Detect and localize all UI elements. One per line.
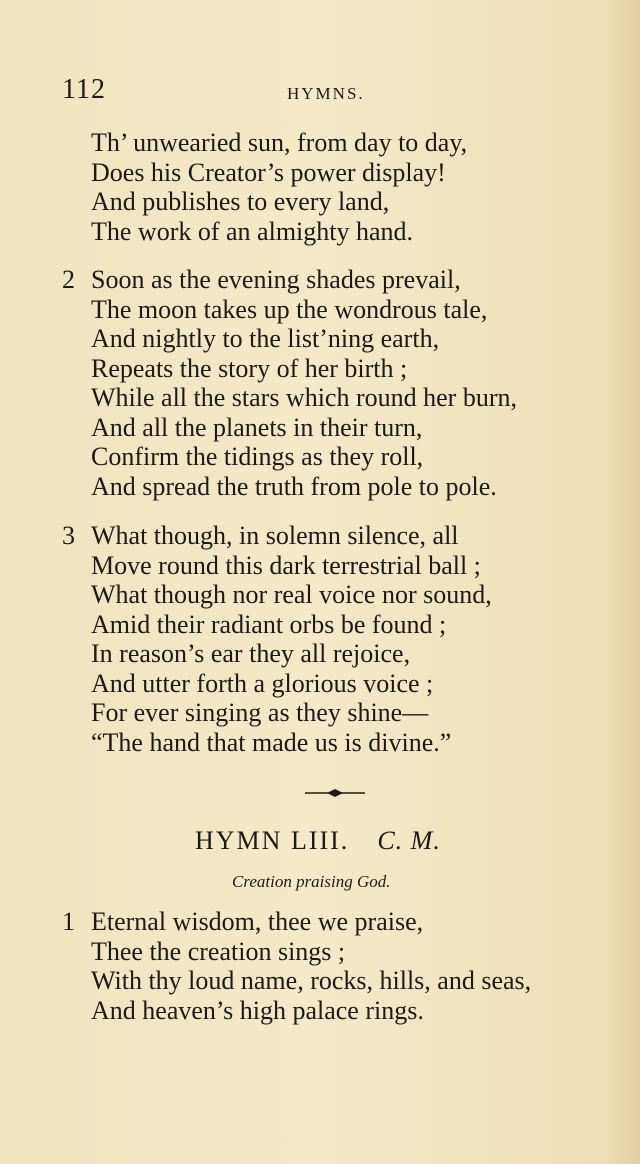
stanza-number: 2 — [62, 265, 75, 294]
verse-line: 1 Eternal wisdom, thee we praise, — [62, 907, 424, 936]
verse-line: Confirm the tidings as they roll, — [91, 442, 424, 471]
verse-line: The work of an almighty hand. — [91, 216, 414, 246]
verse-line: For ever singing as they shine— — [91, 698, 429, 727]
verse-line: With thy loud name, rocks, hills, and seas, — [91, 966, 532, 995]
stanza-number: 1 — [62, 907, 75, 936]
verse-line: And utter forth a glorious voice ; — [91, 668, 434, 698]
running-head: HYMNS. — [287, 84, 365, 103]
stanza-3 — [62, 521, 622, 757]
stanza-2 — [62, 265, 622, 501]
verse-line: Thee the creation sings ; — [91, 936, 346, 966]
verse-line: And spread the truth from pole to pole. — [91, 471, 497, 501]
stanza-continued — [62, 128, 622, 246]
verse-line: Repeats the story of her birth ; — [91, 353, 408, 383]
verse-line: “The hand that made us is divine.” — [91, 727, 452, 757]
verse-line: 2 Soon as the evening shades prevail, — [62, 265, 461, 294]
verse-line: Amid their radiant orbs be found ; — [91, 609, 447, 639]
verse-line: While all the stars which round her burn, — [91, 383, 517, 412]
verse-line: Move round this dark terrestrial ball ; — [91, 550, 481, 580]
page-number: 112 — [62, 74, 106, 105]
hymn-meter: C. M. — [377, 826, 441, 855]
verse-line: Th’ unwearied sun, from day to day, — [91, 128, 468, 157]
verse-line: The moon takes up the wondrous tale, — [91, 294, 488, 324]
verse-line: What though nor real voice nor sound, — [91, 580, 492, 609]
hymn-subtitle: Creation praising God. — [232, 872, 391, 891]
verse-line: In reason’s ear they all rejoice, — [91, 639, 411, 668]
page-header — [62, 74, 582, 106]
verse-line: Does his Creator’s power display! — [91, 157, 446, 187]
hymn-stanza-1 — [62, 907, 622, 1025]
verse-line: And publishes to every land, — [91, 187, 390, 216]
verse-line: And nightly to the list’ning earth, — [91, 324, 440, 353]
ornament-divider-icon — [305, 786, 365, 800]
verse-line: 3 What though, in solemn silence, all — [62, 521, 459, 550]
verse-line: And all the planets in their turn, — [91, 412, 423, 442]
verse-line: And heaven’s high palace rings. — [91, 995, 424, 1025]
hymn-title: HYMN LIII. C. M. — [195, 826, 441, 855]
stanza-number: 3 — [62, 521, 75, 550]
